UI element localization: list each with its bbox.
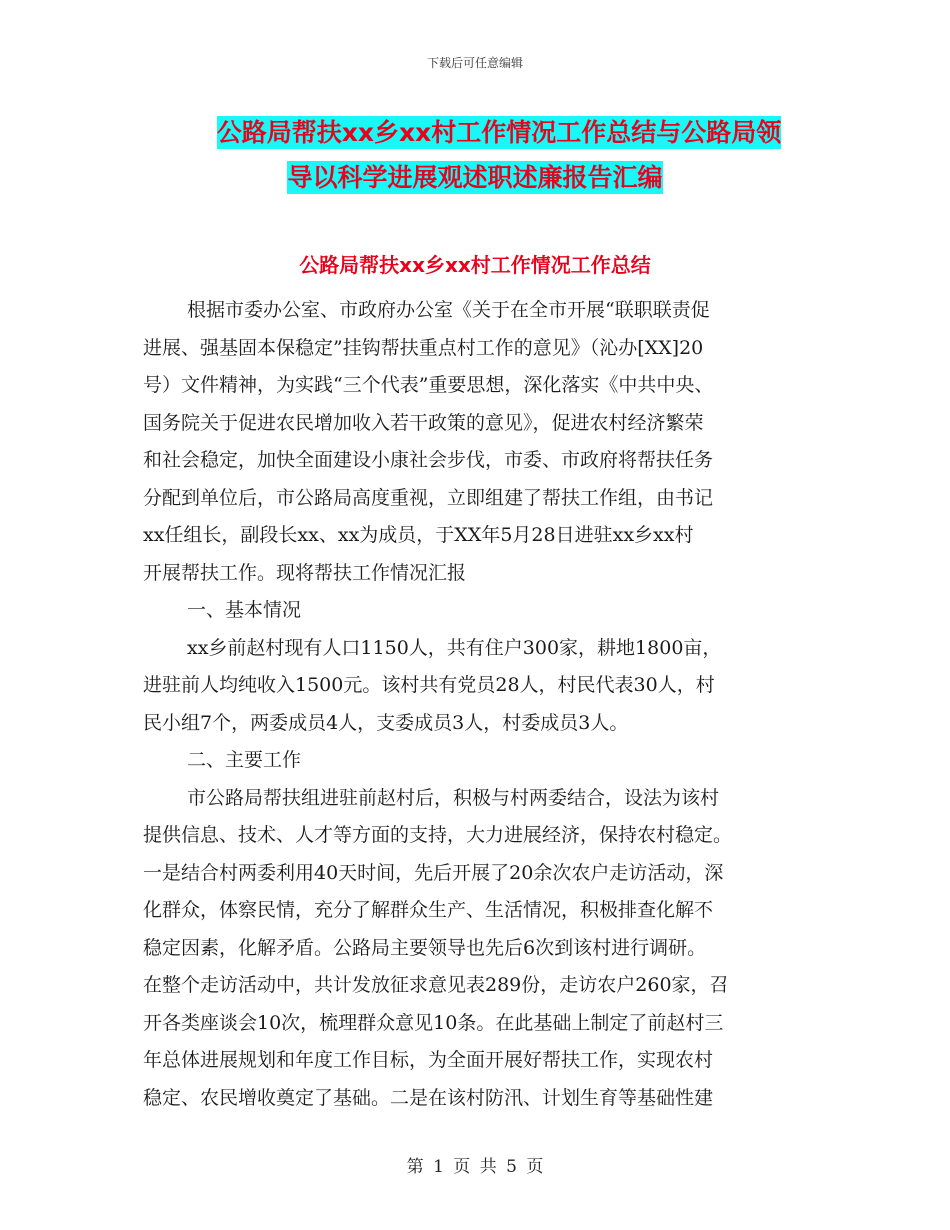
section-heading-basic: 一、基本情况	[187, 599, 302, 621]
body-line: 年总体进展规划和年度工作目标，为全面开展好帮扶工作，实现农村	[143, 1049, 714, 1071]
body-line: 根据市委办公室、市政府办公室《关于在全市开展“联职联责促	[187, 299, 710, 321]
section-title: 公路局帮扶xx乡xx村工作情况工作总结	[299, 253, 651, 277]
body-line: 一是结合村两委利用40天时间，先后开展了20余次农户走访活动，深	[143, 861, 724, 884]
body-line: 在整个走访活动中，共计发放征求意见表289份，走访农户260家，召	[143, 974, 729, 996]
main-title-line-2	[0, 158, 950, 194]
body-line: 民小组7个，两委成员4人，支委成员3人，村委成员3人。	[143, 711, 629, 734]
section-heading-main-work: 二、主要工作	[187, 749, 302, 771]
main-title-line-1	[0, 113, 950, 149]
body-line: xx乡前赵村现有人口1150人，共有住户300家，耕地1800亩，	[187, 636, 722, 659]
body-line: 分配到单位后，市公路局高度重视，立即组建了帮扶工作组，由书记	[143, 486, 714, 509]
body-line: 开各类座谈会10次，梳理群众意见10条。在此基础上制定了前赵村三	[143, 1011, 724, 1034]
page-number-footer: 第 1 页 共 5 页	[406, 1157, 544, 1177]
body-line: 和社会稳定，加快全面建设小康社会步伐，市委、市政府将帮扶任务	[143, 449, 714, 471]
body-line: 化群众，体察民情，充分了解群众生产、生活情况，积极排查化解不	[143, 899, 714, 921]
body-line: 提供信息、技术、人才等方面的支持，大力进展经济，保持农村稳定。	[143, 824, 733, 846]
page-header-note: 下载后可任意编辑	[426, 56, 523, 70]
body-line: 开展帮扶工作。现将帮扶工作情况汇报	[143, 561, 467, 584]
body-line: xx任组长，副段长xx、xx为成员，于XX年5月28日进驻xx乡xx村	[143, 524, 694, 546]
body-line: 进展、强基固本保稳定”挂钩帮扶重点村工作的意见》（沁办[XX]20	[143, 336, 704, 359]
body-line: 进驻前人均纯收入1500元。该村共有党员28人，村民代表30人，村	[143, 674, 715, 696]
body-line: 稳定、农民增收奠定了基础。二是在该村防汛、计划生育等基础性建	[143, 1086, 714, 1109]
body-line: 稳定因素，化解矛盾。公路局主要领导也先后6次到该村进行调研。	[143, 936, 707, 959]
body-line: 市公路局帮扶组进驻前赵村后，积极与村两委结合，设法为该村	[187, 786, 720, 809]
body-line: 号）文件精神，为实践“三个代表”重要思想，深化落实《中共中央、	[143, 374, 714, 396]
main-title-line-1-text: 公路局帮扶xx乡xx村工作情况工作总结与公路局领	[216, 118, 782, 147]
document-body	[143, 292, 808, 1117]
main-title-line-2-text: 导以科学进展观述职述廉报告汇编	[287, 163, 663, 192]
body-line: 国务院关于促进农民增加收入若干政策的意见》，促进农村经济繁荣	[143, 411, 704, 434]
